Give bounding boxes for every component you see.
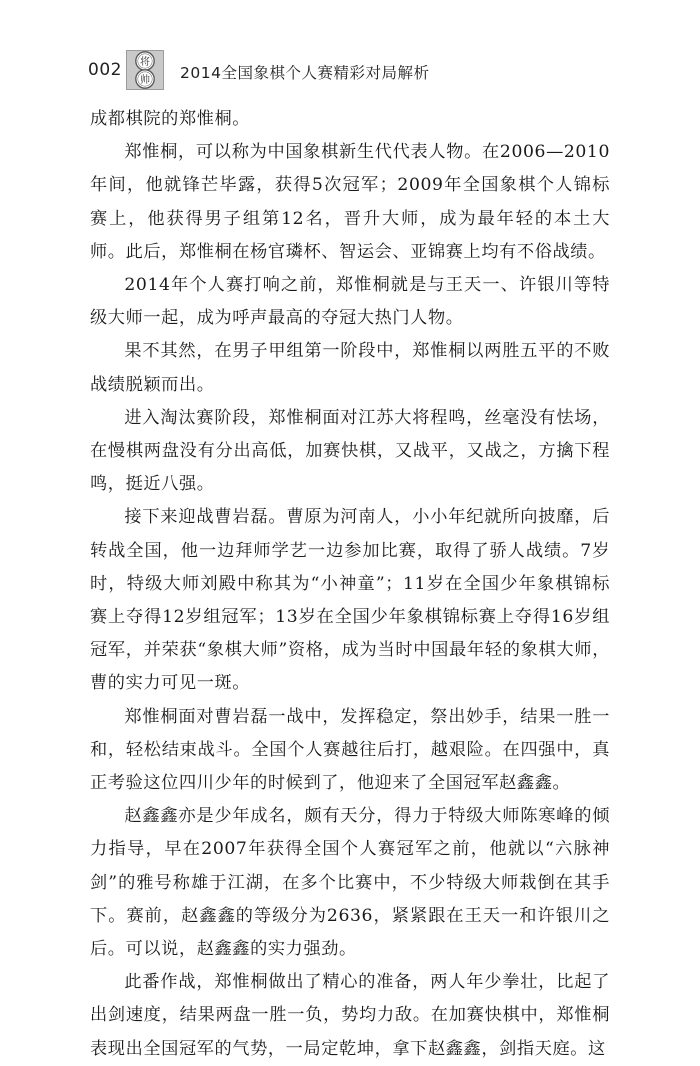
logo-piece-top: 将 [140,56,150,68]
paragraph: 成都棋院的郑惟桐。 [90,109,251,129]
logo-piece-bottom: 帅 [140,74,150,86]
page-number: 002 [88,60,122,80]
paragraph: 进入淘汰赛阶段，郑惟桐面对江苏大将程鸣，丝毫没有怯场，在慢棋两盘没有分出高低，加赛快棋，又战平，又战之，方擒下程鸣，挺近八强。 [90,407,610,495]
page-header [88,50,608,96]
paragraph: 此番作战，郑惟桐做出了精心的准备，两人年少拳壮，比起了出剑速度，结果两盘一胜一负，势均力敌。在加赛快棋中，郑惟桐表现出全国冠军的气势，一局定乾坤，拿下赵鑫鑫，剑指天庭。这 [90,972,610,1059]
running-head-title: 2014全国象棋个人赛精彩对局解析 [180,64,430,82]
paragraph: 赵鑫鑫亦是少年成名，颇有天分，得力于特级大师陈寒峰的倾力指导，早在2007年获得全国个人赛冠军之前，他就以“六脉神剑”的雅号称雄于江湖，在多个比赛中，不少特级大师栽倒在其手下。赛前，赵鑫鑫的等级分为2636，紧紧跟在王天一和许银川之后。可以说，赵鑫鑫的实力强劲。 [90,806,610,960]
paragraph: 郑惟桐，可以称为中国象棋新生代代表人物。在2006—2010年间，他就锋芒毕露，获得5次冠军；2009年全国象棋个人锦标赛上，他获得男子组第12名，晋升大师，成为最年轻的本土大师。此后，郑惟桐在杨官璘杯、智运会、亚锦赛上均有不俗战绩。 [90,142,610,262]
paragraph: 果不其然，在男子甲组第一阶段中，郑惟桐以两胜五平的不败战绩脱颖而出。 [90,341,610,395]
body-text [90,103,610,1066]
paragraph: 郑惟桐面对曹岩磊一战中，发挥稳定，祭出妙手，结果一胜一和，轻松结束战斗。全国个人赛越往后打，越艰险。在四强中，真正考验这位四川少年的时候到了，他迎来了全国冠军赵鑫鑫。 [90,706,610,794]
chess-pieces-logo-icon [126,50,164,90]
paragraph: 接下来迎战曹岩磊。曹原为河南人，小小年纪就所向披靡，后转战全国，他一边拜师学艺一边参加比赛，取得了骄人战绩。7岁时，特级大师刘殿中称其为“小神童”；11岁在全国少年象棋锦标赛上夺得12岁组冠军；13岁在全国少年象棋锦标赛上夺得16岁组冠军，并荣获“象棋大师”资格，成为当时中国最年轻的象棋大师，曹的实力可见一斑。 [90,507,610,694]
paragraph: 2014年个人赛打响之前，郑惟桐就是与王天一、许银川等特级大师一起，成为呼声最高的夺冠大热门人物。 [90,275,610,329]
